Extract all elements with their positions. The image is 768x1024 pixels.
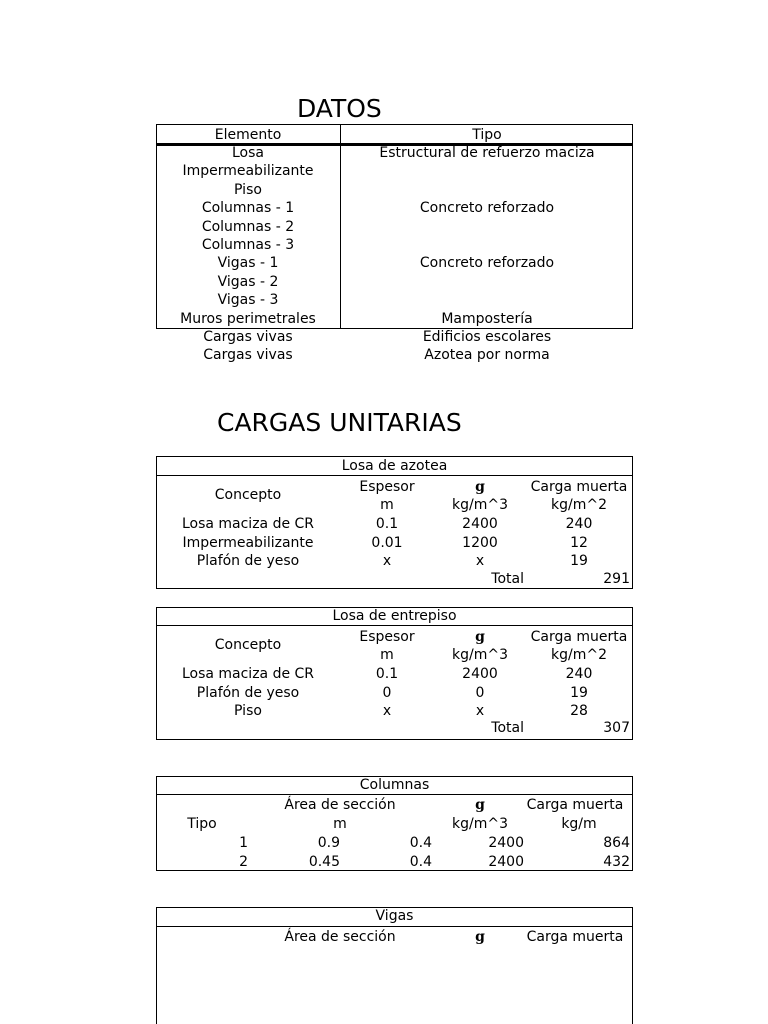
datos-row-elemento: Columnas - 2: [201, 218, 295, 235]
columnas-title: Columnas: [359, 777, 430, 793]
entrepiso-row-carga-muerta: 19: [570, 684, 588, 701]
azotea-header-carga-muerta-unit: kg/m^2: [551, 497, 607, 513]
entrepiso-header-espesor: Espesor: [359, 629, 415, 645]
columnas-row-area-b: 0.4: [409, 853, 432, 870]
entrepiso-row-carga-muerta: 240: [565, 666, 593, 682]
azotea-row-carga-muerta: 240: [565, 516, 593, 532]
entrepiso-row-g: 2400: [462, 666, 498, 682]
datos-row-elemento: Vigas - 3: [217, 292, 279, 309]
entrepiso-header-g-unit: kg/m^3: [452, 647, 508, 663]
vigas-header-area: Área de sección: [284, 929, 396, 945]
columnas-header-carga-muerta: Carga muerta: [526, 797, 624, 813]
datos-row-elemento: Cargas vivas: [203, 347, 293, 364]
columnas-row-tipo: 1: [239, 835, 248, 851]
entrepiso-row-g: x: [475, 703, 485, 720]
azotea-header-g-unit: kg/m^3: [452, 497, 508, 513]
vigas-header-g: g: [475, 929, 485, 945]
cargas-unitarias-title: CARGAS UNITARIAS: [217, 408, 462, 437]
datos-row-tipo: Concreto reforzado: [419, 200, 555, 217]
azotea-total-value: 291: [603, 571, 630, 587]
azotea-row-concepto: Losa maciza de CR: [181, 516, 315, 532]
datos-row-tipo: Mampostería: [441, 310, 533, 327]
datos-row-elemento: Vigas - 2: [217, 273, 279, 290]
azotea-row-g: 2400: [462, 516, 498, 532]
datos-row-tipo: Azotea por norma: [424, 347, 550, 364]
datos-row-tipo: Estructural de refuerzo maciza: [379, 145, 595, 161]
entrepiso-total-value: 307: [603, 720, 630, 736]
columnas-row-g: 2400: [488, 835, 524, 851]
azotea-header-g: g: [475, 479, 485, 495]
datos-header-tipo: Tipo: [472, 127, 502, 143]
vigas-header-carga-muerta: Carga muerta: [526, 929, 624, 945]
datos-row-elemento: Losa: [232, 145, 264, 161]
azotea-row-g: 1200: [462, 534, 498, 551]
entrepiso-row-carga-muerta: 28: [570, 703, 588, 720]
azotea-row-concepto: Impermeabilizante: [182, 534, 314, 551]
vigas-title-rule: [156, 926, 633, 927]
azotea-title-rule: [156, 475, 633, 476]
datos-row-elemento: Cargas vivas: [203, 329, 293, 345]
entrepiso-title: Losa de entrepiso: [332, 608, 457, 624]
azotea-row-carga-muerta: 19: [570, 553, 588, 570]
entrepiso-row-espesor: 0: [382, 684, 392, 701]
columnas-header-g: g: [475, 797, 485, 813]
datos-row-tipo: Edificios escolares: [422, 329, 552, 345]
columnas-header-area-unit: m: [333, 816, 347, 832]
azotea-title: Losa de azotea: [341, 458, 448, 474]
azotea-row-carga-muerta: 12: [570, 534, 588, 551]
entrepiso-row-concepto: Piso: [234, 703, 262, 720]
datos-row-elemento: Muros perimetrales: [180, 310, 316, 327]
azotea-total-label: Total: [491, 571, 524, 587]
datos-row-elemento: Columnas - 1: [201, 200, 295, 217]
entrepiso-total-label: Total: [491, 720, 524, 736]
columnas-row-tipo: 2: [239, 853, 248, 870]
entrepiso-row-espesor: x: [382, 703, 392, 720]
azotea-row-concepto: Plafón de yeso: [196, 553, 300, 570]
columnas-header-area: Área de sección: [284, 797, 396, 813]
columnas-header-tipo: Tipo: [187, 816, 217, 832]
datos-row-elemento: Vigas - 1: [217, 255, 279, 272]
datos-title: DATOS: [297, 94, 382, 123]
entrepiso-row-espesor: 0.1: [375, 666, 399, 682]
vigas-title: Vigas: [375, 908, 414, 924]
columnas-row-g: 2400: [488, 853, 524, 870]
columnas-row-area-a: 0.45: [308, 853, 340, 870]
entrepiso-header-carga-muerta-unit: kg/m^2: [551, 647, 607, 663]
entrepiso-title-rule: [156, 625, 633, 626]
columnas-title-rule: [156, 794, 633, 795]
entrepiso-header-concepto: Concepto: [214, 637, 282, 653]
datos-header-elemento: Elemento: [214, 127, 282, 143]
datos-row-tipo: Concreto reforzado: [419, 255, 555, 272]
azotea-header-concepto: Concepto: [214, 487, 282, 503]
entrepiso-header-espesor-unit: m: [380, 647, 394, 663]
entrepiso-row-concepto: Plafón de yeso: [196, 684, 300, 701]
entrepiso-header-carga-muerta: Carga muerta: [530, 629, 628, 645]
columnas-header-carga-muerta-unit: kg/m: [561, 816, 597, 832]
azotea-row-g: x: [475, 553, 485, 570]
entrepiso-row-g: 0: [475, 684, 485, 701]
entrepiso-header-g: g: [475, 629, 485, 645]
azotea-row-espesor: 0.1: [375, 516, 399, 532]
columnas-header-g-unit: kg/m^3: [452, 816, 508, 832]
datos-row-elemento: Impermeabilizante: [182, 163, 314, 180]
azotea-row-espesor: x: [382, 553, 392, 570]
entrepiso-row-concepto: Losa maciza de CR: [181, 666, 315, 682]
azotea-row-espesor: 0.01: [371, 534, 403, 551]
columnas-row-carga-muerta: 864: [603, 835, 630, 851]
columnas-row-area-a: 0.9: [317, 835, 340, 851]
columnas-row-area-b: 0.4: [409, 835, 432, 851]
datos-row-elemento: Piso: [234, 181, 262, 198]
columnas-row-carga-muerta: 432: [603, 853, 630, 870]
azotea-header-espesor: Espesor: [359, 479, 415, 495]
azotea-header-espesor-unit: m: [380, 497, 394, 513]
azotea-header-carga-muerta: Carga muerta: [530, 479, 628, 495]
datos-row-elemento: Columnas - 3: [201, 237, 295, 253]
